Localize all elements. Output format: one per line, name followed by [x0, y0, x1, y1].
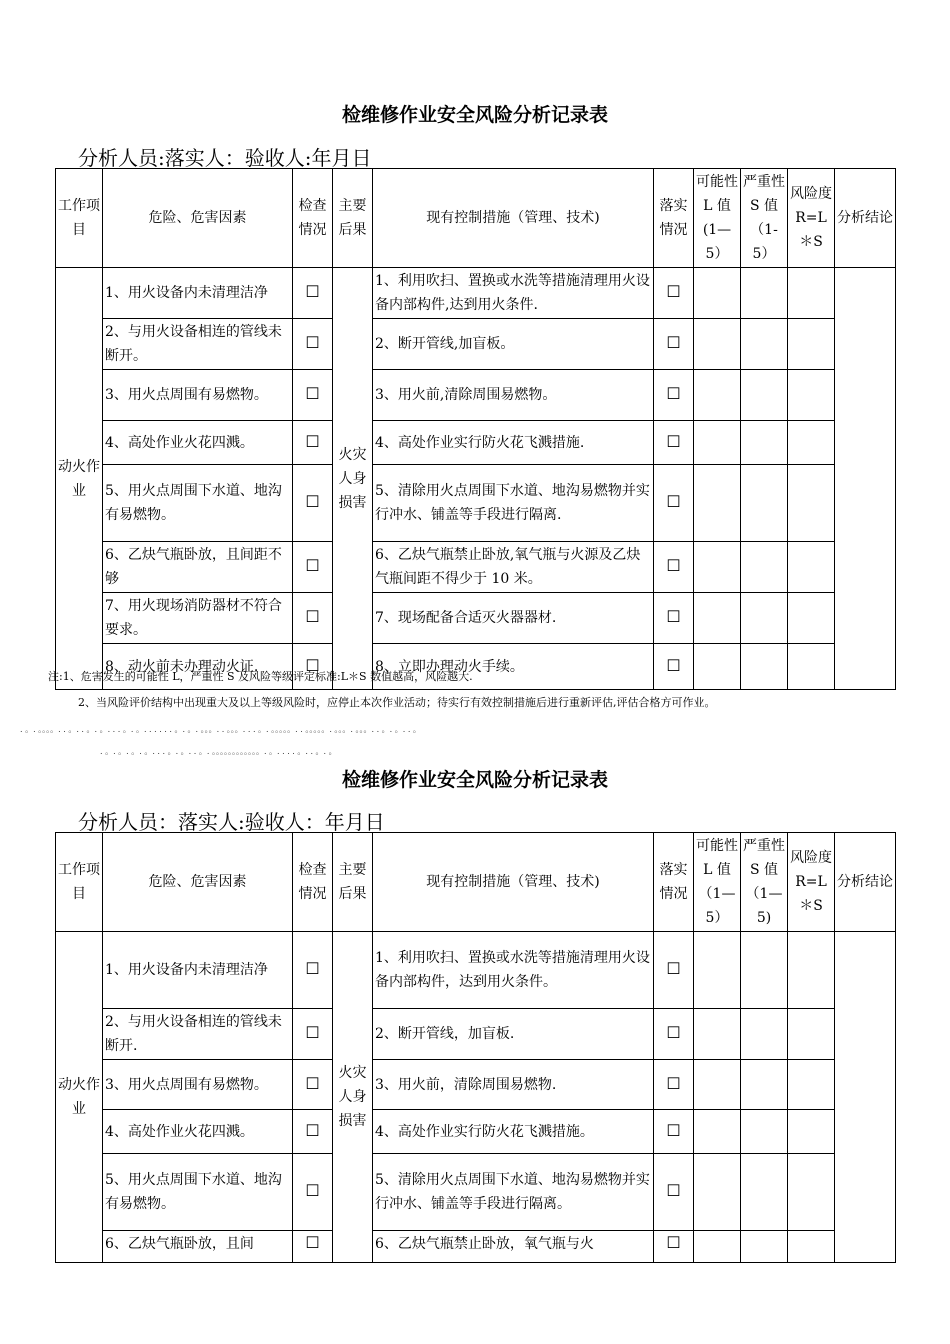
implemented-checkbox[interactable]: ☐	[654, 319, 694, 370]
measure-cell: 5、清除用火点周围下水道、地沟易燃物并实行冲水、铺盖等手段进行隔离.	[373, 465, 654, 542]
risk-cell[interactable]	[788, 542, 835, 593]
severity-cell[interactable]	[741, 1009, 788, 1060]
conclusion-cell[interactable]	[835, 268, 896, 690]
risk-cell[interactable]	[788, 593, 835, 644]
measure-cell: 4、高处作业实行防火花飞溅措施。	[373, 1110, 654, 1154]
likelihood-cell[interactable]	[694, 1009, 741, 1060]
header-likelihood: 可能性 L 值（1—5）	[694, 833, 741, 932]
hazard-cell: 1、用火设备内未清理洁净	[103, 268, 293, 319]
check-checkbox[interactable]: ☐	[293, 319, 333, 370]
header-check: 检查情况	[293, 169, 333, 268]
table-row	[56, 1009, 896, 1060]
header-risk: 风险度 R=L＊S	[788, 169, 835, 268]
likelihood-cell[interactable]	[694, 593, 741, 644]
hazard-cell: 5、用火点周围下水道、地沟有易燃物。	[103, 1154, 293, 1231]
risk-cell[interactable]	[788, 1154, 835, 1231]
severity-cell[interactable]	[741, 465, 788, 542]
severity-cell[interactable]	[741, 542, 788, 593]
header-consequence: 主要后果	[333, 169, 373, 268]
severity-cell[interactable]	[741, 1060, 788, 1110]
risk-cell[interactable]	[788, 1060, 835, 1110]
risk-cell[interactable]	[788, 1110, 835, 1154]
check-checkbox[interactable]: ☐	[293, 542, 333, 593]
measure-cell: 5、清除用火点周围下水道、地沟易燃物并实行冲水、铺盖等手段进行隔离。	[373, 1154, 654, 1231]
check-checkbox[interactable]: ☐	[293, 268, 333, 319]
check-checkbox[interactable]: ☐	[293, 1231, 333, 1263]
table-row	[56, 465, 896, 542]
likelihood-cell[interactable]	[694, 465, 741, 542]
check-checkbox[interactable]: ☐	[293, 370, 333, 421]
implemented-checkbox[interactable]: ☐	[654, 1060, 694, 1110]
table-row	[56, 1110, 896, 1154]
hazard-cell: 6、乙炔气瓶卧放，且间距不够	[103, 542, 293, 593]
header-likelihood: 可能性 L 值(1—5）	[694, 169, 741, 268]
implemented-checkbox[interactable]: ☐	[654, 1154, 694, 1231]
note-1: 注:1、危害发生的可能性 L，严重性 S 及风险等级评定标准:L＊S 数值越高，风险越大.	[48, 670, 473, 683]
severity-cell[interactable]	[741, 1110, 788, 1154]
likelihood-cell[interactable]	[694, 1231, 741, 1263]
check-checkbox[interactable]: ☐	[293, 421, 333, 465]
hazard-cell: 4、高处作业火花四溅。	[103, 421, 293, 465]
consequence-cell: 火灾人身损害	[333, 268, 373, 690]
header-conclusion: 分析结论	[835, 169, 896, 268]
measure-cell: 4、高处作业实行防火花飞溅措施.	[373, 421, 654, 465]
check-checkbox[interactable]: ☐	[293, 1060, 333, 1110]
header-measures: 现有控制措施（管理、技术)	[373, 169, 654, 268]
hazard-cell: 4、高处作业火花四溅。	[103, 1110, 293, 1154]
dotted-separator-2: . 。. 。. 。. 。. . . 。. 。. . 。. 。。。。。。。。。。。。. 。. . . . 。. . 。. 。	[100, 747, 337, 756]
likelihood-cell[interactable]	[694, 932, 741, 1009]
table-row	[56, 593, 896, 644]
measure-cell: 3、用火前,清除周围易燃物。	[373, 370, 654, 421]
hazard-cell: 1、用火设备内未清理洁净	[103, 932, 293, 1009]
header-severity: 严重性 S 值（1-5）	[741, 169, 788, 268]
implemented-checkbox[interactable]: ☐	[654, 1110, 694, 1154]
risk-cell[interactable]	[788, 932, 835, 1009]
implemented-checkbox[interactable]: ☐	[654, 465, 694, 542]
implemented-checkbox[interactable]: ☐	[654, 644, 694, 690]
implemented-checkbox[interactable]: ☐	[654, 593, 694, 644]
hazard-cell: 7、用火现场消防器材不符合要求。	[103, 593, 293, 644]
likelihood-cell[interactable]	[694, 319, 741, 370]
severity-cell[interactable]	[741, 1154, 788, 1231]
table-row	[56, 1231, 896, 1263]
risk-cell[interactable]	[788, 1231, 835, 1263]
implemented-checkbox[interactable]: ☐	[654, 542, 694, 593]
implemented-checkbox[interactable]: ☐	[654, 268, 694, 319]
header-measures: 现有控制措施（管理、技术)	[373, 833, 654, 932]
implemented-checkbox[interactable]: ☐	[654, 1231, 694, 1263]
check-checkbox[interactable]: ☐	[293, 1154, 333, 1231]
likelihood-cell[interactable]	[694, 644, 741, 690]
table-row	[56, 1060, 896, 1110]
form1-table	[55, 168, 896, 690]
table-row	[56, 421, 896, 465]
conclusion-cell[interactable]	[835, 932, 896, 1263]
risk-cell[interactable]	[788, 644, 835, 690]
implemented-checkbox[interactable]: ☐	[654, 421, 694, 465]
work-item-cell: 动火作业	[56, 268, 103, 690]
severity-cell[interactable]	[741, 932, 788, 1009]
likelihood-cell[interactable]	[694, 268, 741, 319]
measure-cell: 2、断开管线，加盲板.	[373, 1009, 654, 1060]
implemented-checkbox[interactable]: ☐	[654, 932, 694, 1009]
form2-title: 检维修作业安全风险分析记录表	[341, 769, 608, 791]
note-2: 2、当风险评价结构中出现重大及以上等级风险时，应停止本次作业活动；待实行有效控制措施后进行重新评估,评估合格方可作业。	[78, 696, 716, 709]
hazard-cell: 8、动火前未办理动火证.	[103, 644, 293, 690]
check-checkbox[interactable]: ☐	[293, 644, 333, 690]
risk-cell[interactable]	[788, 370, 835, 421]
measure-cell: 1、利用吹扫、置换或水洗等措施清理用火设备内部构件，达到用火条件。	[373, 932, 654, 1009]
severity-cell[interactable]	[741, 370, 788, 421]
header-conclusion: 分析结论	[835, 833, 896, 932]
severity-cell[interactable]	[741, 644, 788, 690]
measure-cell: 1、利用吹扫、置换或水洗等措施清理用火设备内部构件,达到用火条件.	[373, 268, 654, 319]
header-consequence: 主要后果	[333, 833, 373, 932]
implemented-checkbox[interactable]: ☐	[654, 1009, 694, 1060]
header-work-item: 工作项目	[56, 169, 103, 268]
table-row	[56, 1154, 896, 1231]
risk-cell[interactable]	[788, 465, 835, 542]
check-checkbox[interactable]: ☐	[293, 932, 333, 1009]
header-implemented: 落实情况	[654, 169, 694, 268]
severity-cell[interactable]	[741, 319, 788, 370]
check-checkbox[interactable]: ☐	[293, 1110, 333, 1154]
check-checkbox[interactable]: ☐	[293, 593, 333, 644]
risk-cell[interactable]	[788, 268, 835, 319]
severity-cell[interactable]	[741, 1231, 788, 1263]
hazard-cell: 3、用火点周围有易燃物。	[103, 1060, 293, 1110]
header-hazard: 危险、危害因素	[103, 169, 293, 268]
severity-cell[interactable]	[741, 593, 788, 644]
likelihood-cell[interactable]	[694, 1154, 741, 1231]
risk-cell[interactable]	[788, 1009, 835, 1060]
header-risk: 风险度 R=L＊S	[788, 833, 835, 932]
check-checkbox[interactable]: ☐	[293, 465, 333, 542]
severity-cell[interactable]	[741, 268, 788, 319]
form2-meta-line: 分析人员：落实人:验收人：年月日	[78, 810, 385, 834]
table-row	[56, 370, 896, 421]
hazard-cell: 3、用火点周围有易燃物。	[103, 370, 293, 421]
risk-cell[interactable]	[788, 421, 835, 465]
measure-cell: 6、乙炔气瓶禁止卧放，氧气瓶与火	[373, 1231, 654, 1263]
consequence-cell: 火灾人身损害	[333, 932, 373, 1263]
likelihood-cell[interactable]	[694, 542, 741, 593]
likelihood-cell[interactable]	[694, 1110, 741, 1154]
measure-cell: 2、断开管线,加盲板。	[373, 319, 654, 370]
severity-cell[interactable]	[741, 421, 788, 465]
measure-cell: 3、用火前，清除周围易燃物.	[373, 1060, 654, 1110]
measure-cell: 8、立即办理动火手续。	[373, 644, 654, 690]
form1-title: 检维修作业安全风险分析记录表	[341, 104, 608, 126]
dotted-separator-1: . 。. 。。。。. . 。. . 。. 。. . . 。. 。. . . . . . 。. 。. 。。。. . 。。。. . . 。. 。。。。。. . 。。。。。. 。。。. 。。。. . 。. 。. . 。	[20, 725, 421, 734]
measure-cell: 6、乙炔气瓶禁止卧放,氧气瓶与火源及乙炔气瓶间距不得少于 10 米。	[373, 542, 654, 593]
implemented-checkbox[interactable]: ☐	[654, 370, 694, 421]
work-item-cell: 动火作业	[56, 932, 103, 1263]
likelihood-cell[interactable]	[694, 1060, 741, 1110]
check-checkbox[interactable]: ☐	[293, 1009, 333, 1060]
form2-header-row	[56, 833, 896, 932]
form1-header-row	[56, 169, 896, 268]
hazard-cell: 2、与用火设备相连的管线未断开。	[103, 319, 293, 370]
header-work-item: 工作项目	[56, 833, 103, 932]
measure-cell: 7、现场配备合适灭火器器材.	[373, 593, 654, 644]
hazard-cell: 2、与用火设备相连的管线未断开.	[103, 1009, 293, 1060]
hazard-cell: 5、用火点周围下水道、地沟有易燃物。	[103, 465, 293, 542]
risk-cell[interactable]	[788, 319, 835, 370]
table-row	[56, 319, 896, 370]
header-check: 检查情况	[293, 833, 333, 932]
likelihood-cell[interactable]	[694, 370, 741, 421]
header-implemented: 落实情况	[654, 833, 694, 932]
table-row	[56, 542, 896, 593]
form2-table	[55, 832, 896, 1263]
table-row	[56, 268, 896, 319]
likelihood-cell[interactable]	[694, 421, 741, 465]
table-row	[56, 932, 896, 1009]
hazard-cell: 6、乙炔气瓶卧放，且间	[103, 1231, 293, 1263]
form1-meta-line: 分析人员:落实人：验收人:年月日	[78, 146, 372, 170]
header-severity: 严重性 S 值（1—5)	[741, 833, 788, 932]
header-hazard: 危险、危害因素	[103, 833, 293, 932]
